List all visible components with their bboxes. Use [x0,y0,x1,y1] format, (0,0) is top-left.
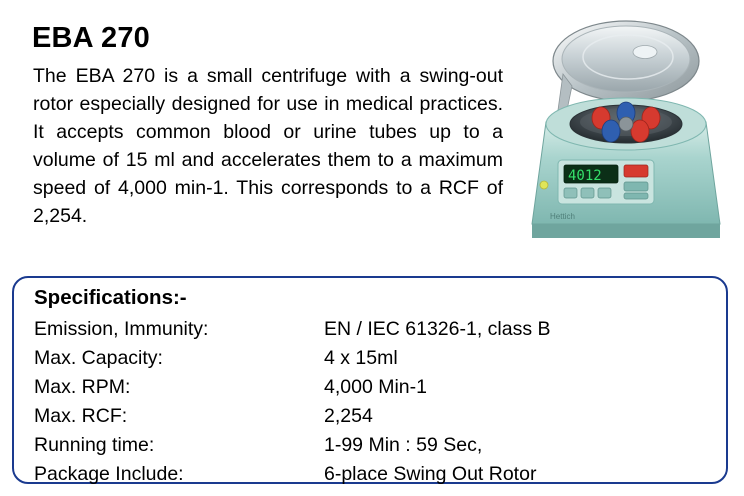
product-image [506,14,730,258]
spec-value: 6-place Swing Out Rotor [324,463,537,485]
table-row [34,461,704,490]
spec-value: 4 x 15ml [324,347,398,369]
brand-label: Hettich [550,212,575,221]
table-row [34,345,704,374]
product-description: The EBA 270 is a small centrifuge with a swing-out rotor especially designed for use in medical practices. It accepts common blood or urine tubes up to a volume of 15 ml and accelerates them to a maximum speed of 4,000 min-1. This corresponds to a RCF of 2,254. [33,65,503,227]
specifications-table [34,316,704,490]
specifications-box [12,276,728,484]
spec-label: Package Include: [34,463,184,485]
spec-value: 1-99 Min : 59 Sec, [324,434,483,456]
table-row [34,403,704,432]
spec-value: 4,000 Min-1 [324,376,427,398]
spec-label: Max. RCF: [34,405,128,427]
spec-label: Running time: [34,434,155,456]
control-panel [558,160,654,204]
spec-value: 2,254 [324,405,373,427]
page-title: EBA 270 [32,22,150,54]
spec-label: Max. RPM: [34,376,131,398]
housing [532,98,720,238]
table-row [34,374,704,403]
table-row [34,432,704,461]
specifications-heading: Specifications:- [34,286,187,309]
centrifuge-illustration [506,14,730,258]
spec-label: Max. Capacity: [34,347,163,369]
spec-label: Emission, Immunity: [34,318,209,340]
spec-value: EN / IEC 61326-1, class B [324,318,551,340]
table-row [34,316,704,345]
display-value: 4012 [568,168,602,184]
